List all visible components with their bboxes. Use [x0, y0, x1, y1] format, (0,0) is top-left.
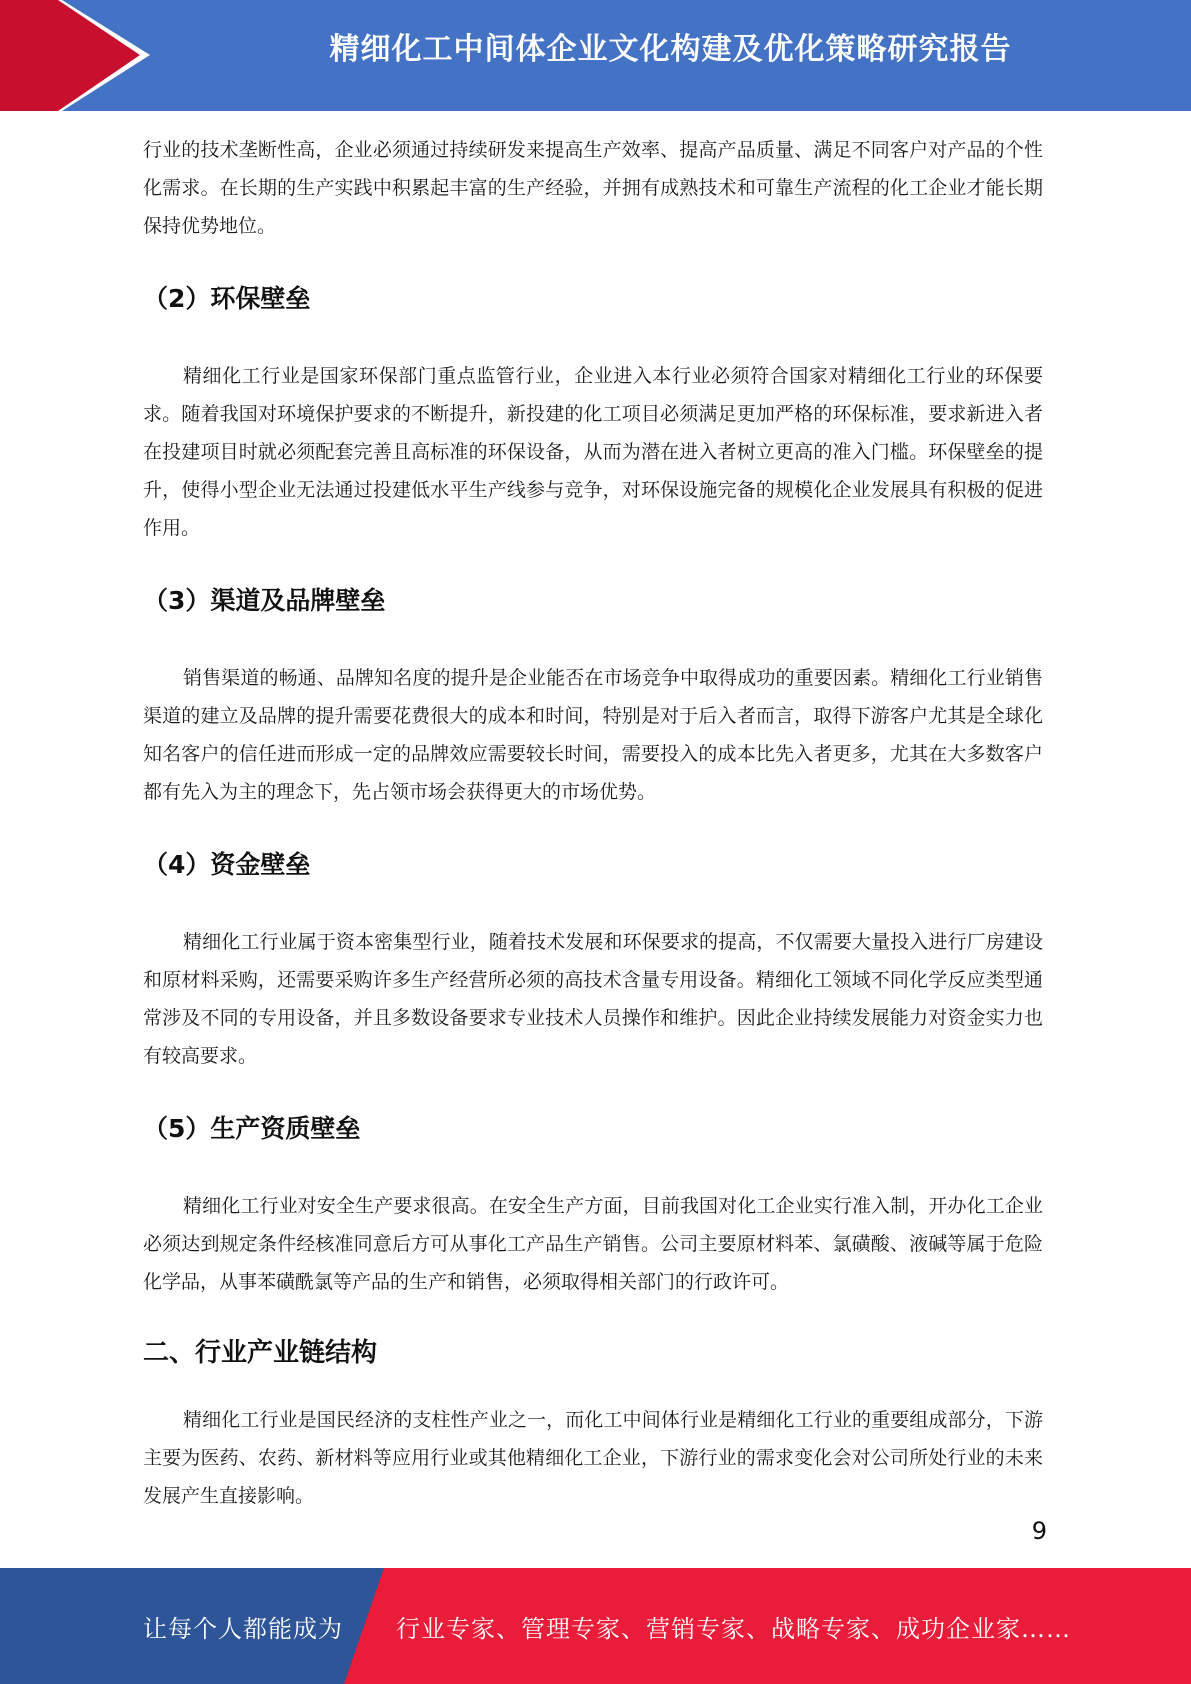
footer-slogan-right: 行业专家、管理专家、营销专家、战略专家、成功企业家……: [396, 1615, 1071, 1643]
chapter-heading-industry-chain: 二、行业产业链结构: [143, 1338, 378, 1368]
section-paragraph-environmental-barrier: 精细化工行业是国家环保部门重点监管行业，企业进入本行业必须符合国家对精细化工行业的环保要求。随着我国对环境保护要求的不断提升，新投建的化工项目必须满足更加严格的环保标准，要求新进入者在投建项目时就必须配套完善且高标准的环保设备，从而为潜在进入者树立更高的准入门槛。环保壁垒的提升，使得小型企业无法通过投建低水平生产线参与竞争，对环保设施完备的规模化企业发展具有积极的促进作用。: [143, 365, 1043, 539]
report-title: 精细化工中间体企业文化构建及优化策略研究报告: [329, 32, 1012, 67]
section-heading-qualification-barrier: （5）生产资质壁垒: [143, 1114, 361, 1143]
section-heading-channel-brand-barrier: （3）渠道及品牌壁垒: [143, 586, 386, 615]
header-chevron-graphic: [0, 0, 160, 111]
chapter-paragraph-industry-chain: 精细化工行业是国民经济的支柱性产业之一，而化工中间体行业是精细化工行业的重要组成部分，下游主要为医药、农药、新材料等应用行业或其他精细化工企业，下游行业的需求变化会对公司所处行业的未来发展产生直接影响。: [143, 1409, 1043, 1507]
section-heading-capital-barrier: （4）资金壁垒: [143, 850, 311, 879]
footer-slogan-left: 让每个人都能成为: [143, 1615, 343, 1643]
document-body: [143, 131, 1043, 1515]
page-number: 9: [1031, 1517, 1047, 1545]
section-paragraph-channel-brand-barrier: 销售渠道的畅通、品牌知名度的提升是企业能否在市场竞争中取得成功的重要因素。精细化工行业销售渠道的建立及品牌的提升需要花费很大的成本和时间，特别是对于后入者而言，取得下游客户尤其是全球化知名客户的信任进而形成一定的品牌效应需要较长时间，需要投入的成本比先入者更多，尤其在大多数客户都有先入为主的理念下，先占领市场会获得更大的市场优势。: [143, 667, 1043, 803]
section-paragraph-capital-barrier: 精细化工行业属于资本密集型行业，随着技术发展和环保要求的提高，不仅需要大量投入进行厂房建设和原材料采购，还需要采购许多生产经营所必须的高技术含量专用设备。精细化工领域不同化学反应类型通常涉及不同的专用设备，并且多数设备要求专业技术人员操作和维护。因此企业持续发展能力对资金实力也有较高要求。: [143, 931, 1043, 1067]
section-paragraph-qualification-barrier: 精细化工行业对安全生产要求很高。在安全生产方面，目前我国对化工企业实行准入制，开办化工企业必须达到规定条件经核准同意后方可从事化工产品生产销售。公司主要原材料苯、氯磺酸、液碱等属于危险化学品，从事苯磺酰氯等产品的生产和销售，必须取得相关部门的行政许可。: [143, 1195, 1043, 1293]
section-heading-environmental-barrier: （2）环保壁垒: [143, 284, 311, 313]
page-header: [0, 0, 1191, 111]
page-footer: [0, 1568, 1191, 1684]
intro-paragraph: 行业的技术垄断性高，企业必须通过持续研发来提高生产效率、提高产品质量、满足不同客户对产品的个性化需求。在长期的生产实践中积累起丰富的生产经验，并拥有成熟技术和可靠生产流程的化工企业才能长期保持优势地位。: [143, 139, 1043, 237]
